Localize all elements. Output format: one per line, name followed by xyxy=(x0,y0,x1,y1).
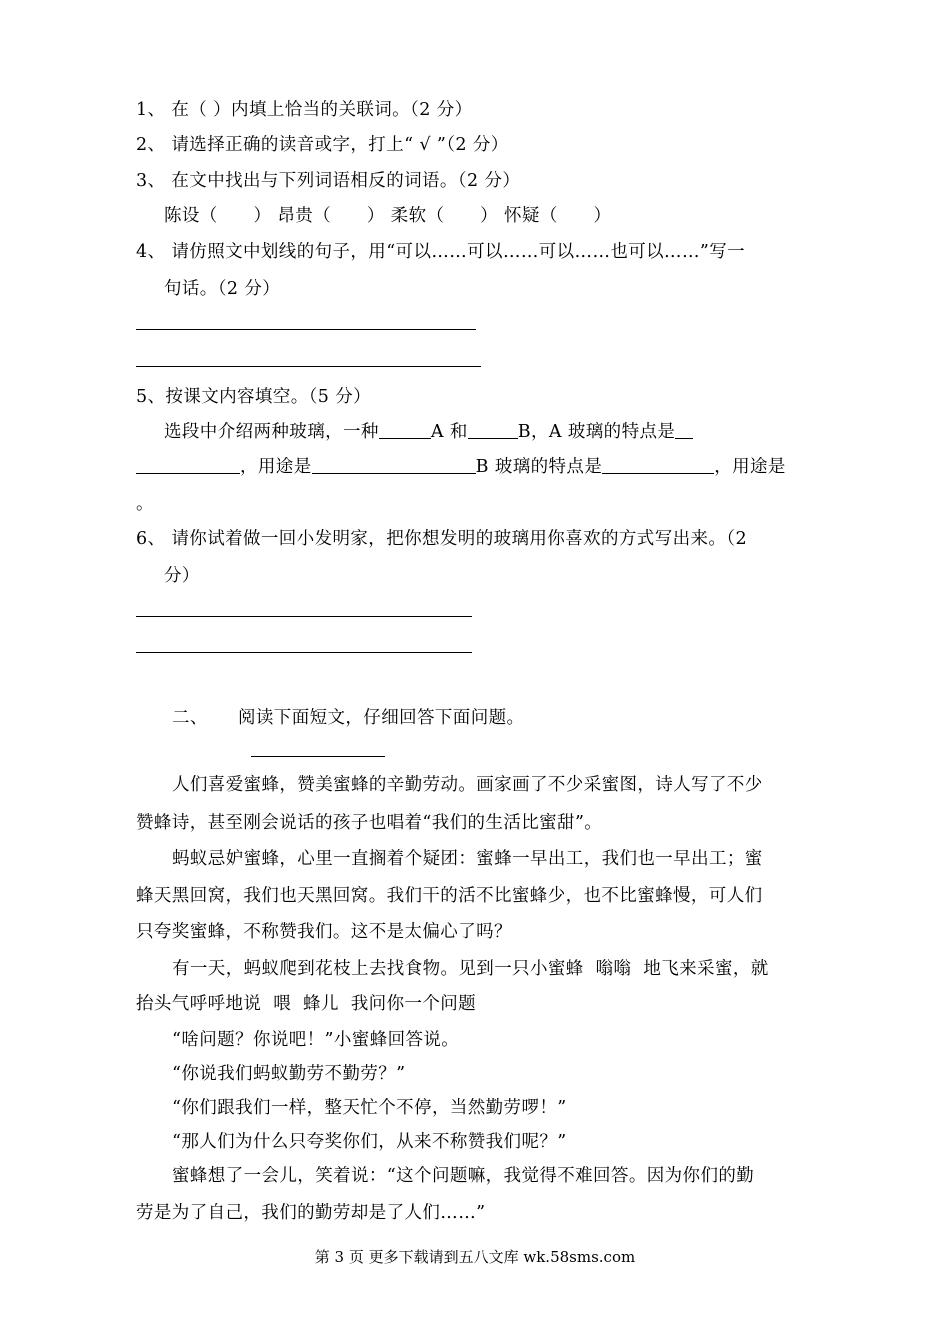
story-p2-line-1: 蚂蚁忌妒蜜蜂，心里一直搁着个疑团：蜜蜂一早出工，我们也一早出工；蜜 xyxy=(172,849,763,869)
question-6-line-2: 分） xyxy=(164,566,200,586)
dialogue-line: “啥问题？你说吧！”小蜜蜂回答说。 xyxy=(172,1030,460,1050)
q5-text: B 玻璃的特点是 xyxy=(475,457,603,477)
fill-blank[interactable] xyxy=(468,420,518,439)
story-p4-line-1: 蜜蜂想了一会儿，笑着说：“这个问题嘛，我觉得不难回答。因为你们的勤 xyxy=(172,1166,755,1186)
question-5-title: 5、按课文内容填空。（5 分） xyxy=(136,387,372,407)
answer-line[interactable] xyxy=(136,652,472,653)
dialogue-line: “你说我们蚂蚁勤劳不勤劳？” xyxy=(172,1064,406,1084)
question-2: 2、 请选择正确的读音或字，打上“ √ ”（2 分） xyxy=(136,135,509,155)
story-p1-line-2: 赞蜂诗，甚至刚会说话的孩子也唱着“我们的生活比蜜甜”。 xyxy=(136,813,603,833)
section-2-instruction: 阅读下面短文，仔细回答下面问题。 xyxy=(238,708,525,728)
dialogue-line: “你们跟我们一样，整天忙个不停，当然勤劳啰！” xyxy=(172,1098,567,1118)
story-p2-line-2: 蜂天黑回窝，我们也天黑回窝。我们干的活不比蜜蜂少，也不比蜜蜂慢，可人们 xyxy=(136,886,763,906)
question-5-line-2 xyxy=(136,455,786,479)
fill-blank[interactable] xyxy=(136,455,240,474)
q5-text: 选段中介绍两种玻璃，一种 xyxy=(164,422,379,442)
question-3-words: 陈设（ ） 昂贵（ ） 柔软（ ） 怀疑（ ） xyxy=(164,206,612,226)
story-p2-line-3: 只夸奖蜜蜂，不称赞我们。这不是太偏心了吗？ xyxy=(136,922,512,942)
question-1: 1、 在（ ）内填上恰当的关联词。（2 分） xyxy=(136,100,473,120)
story-p3-line-2: 抬头气呼呼地说 喂 蜂儿 我问你一个问题 xyxy=(136,994,477,1014)
q5-text: A 和 xyxy=(430,422,468,442)
page-footer: 第 3 页 更多下载请到五八文库 wk.58sms.com xyxy=(314,1248,636,1266)
question-4-line-2: 句话。（2 分） xyxy=(164,279,281,299)
answer-line[interactable] xyxy=(136,329,476,330)
question-5-line-3: 。 xyxy=(136,494,154,514)
story-p4-line-2: 劳是为了自己，我们的勤劳却是了人们……” xyxy=(136,1203,486,1223)
question-6-line-1: 6、 请你试着做一回小发明家，把你想发明的玻璃用你喜欢的方式写出来。（2 xyxy=(136,529,747,549)
answer-line[interactable] xyxy=(136,366,481,367)
question-4-line-1: 4、 请仿照文中划线的句子，用“可以……可以……可以……也可以……”写一 xyxy=(136,242,745,262)
fill-blank[interactable] xyxy=(602,455,714,474)
q5-text: ，用途是 xyxy=(240,457,312,477)
title-blank-line[interactable] xyxy=(251,756,385,757)
story-p3-line-1: 有一天，蚂蚁爬到花枝上去找食物。见到一只小蜜蜂 嗡嗡 地飞来采蜜，就 xyxy=(172,959,769,979)
story-p1-line-1: 人们喜爱蜜蜂，赞美蜜蜂的辛勤劳动。画家画了不少采蜜图，诗人写了不少 xyxy=(172,775,763,795)
section-2-number: 二、 xyxy=(172,708,208,728)
q5-text: ，用途是 xyxy=(714,457,786,477)
answer-line[interactable] xyxy=(136,616,472,617)
fill-blank[interactable] xyxy=(312,455,476,474)
question-3: 3、 在文中找出与下列词语相反的词语。（2 分） xyxy=(136,171,521,191)
fill-blank[interactable] xyxy=(675,420,693,439)
q5-text: B，A 玻璃的特点是 xyxy=(517,422,676,442)
dialogue-line: “那人们为什么只夸奖你们，从来不称赞我们呢？” xyxy=(172,1132,567,1152)
fill-blank[interactable] xyxy=(379,420,431,439)
question-5-line-1 xyxy=(164,420,693,444)
